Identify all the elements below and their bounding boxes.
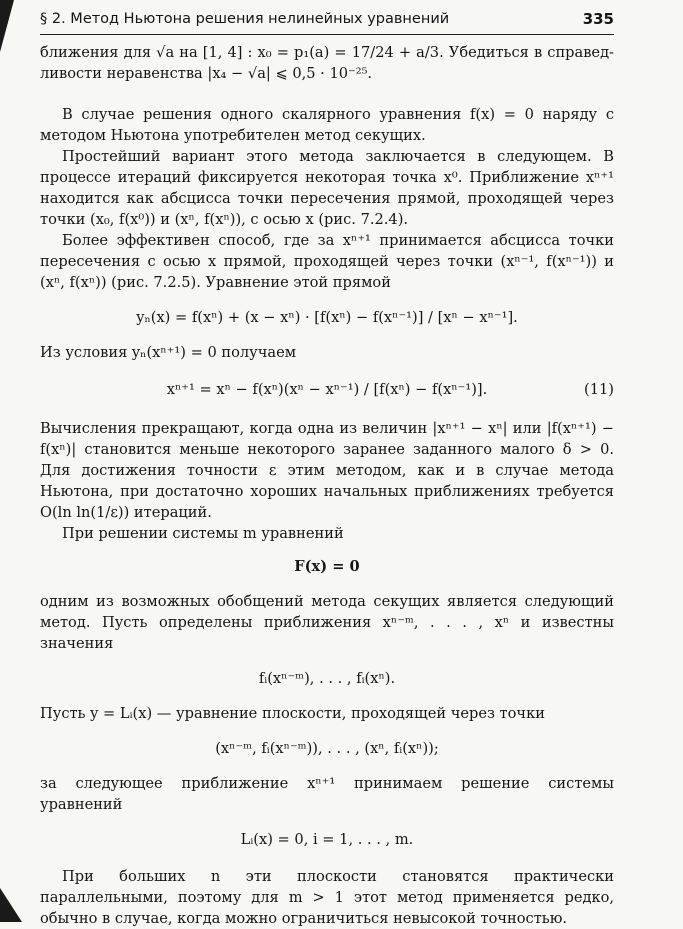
equation-linear-system: Lᵢ(x) = 0, i = 1, . . . , m.: [240, 831, 414, 848]
paragraph-efficient-method: Более эффективен способ, где за xⁿ⁺¹ принимается абсцисса точки пересечения с осью x прямой, проходящей через точки (xⁿ⁻¹, f(xⁿ⁻¹)) и (xⁿ, f(xⁿ)) (рис. 7.2.5). Уравнение этой прямой: [40, 232, 614, 291]
equation-number: (11): [584, 381, 614, 398]
equation-11-body: xⁿ⁺¹ = xⁿ − f(xⁿ)(xⁿ − xⁿ⁻¹) / [f(xⁿ) − f(xⁿ⁻¹)].: [166, 381, 488, 398]
paragraph-simple-variant: Простейший вариант этого метода заключается в следующем. В процессе итераций фиксируется некоторая точка x⁰. Приближение xⁿ⁺¹ находится как абсцисса точки пересечения прямой, проходящей через точки (x₀, f(x⁰)) и (xⁿ, f(xⁿ)), с осью x (рис. 7.2.4).: [40, 148, 614, 228]
paragraph-stopping: Вычисления прекращают, когда одна из величин |xⁿ⁺¹ − xⁿ| или |f(xⁿ⁺¹) − f(xⁿ)| становится меньше некоторого заранее заданного малого δ > 0. Для достижения точности ε этим методом, как и в случае метода Ньютона, при достаточно хороших начальных приближениях требуется O(ln ln(1/ε)) итераций.: [40, 420, 614, 521]
paragraph-next-approx: за следующее приближение xⁿ⁺¹ принимаем решение системы уравнений: [40, 775, 614, 813]
paragraph-secant-intro: В случае решения одного скалярного уравнения f(x) = 0 наряду с методом Ньютона употребителен метод секущих.: [40, 106, 614, 144]
scan-corner-shadow-top: [0, 0, 14, 52]
paragraph-systems: При решении системы m уравнений: [62, 525, 344, 542]
page-number: 335: [582, 10, 614, 28]
scan-corner-shadow-bottom: [0, 888, 22, 922]
paragraph-plane: Пусть y = Lᵢ(x) — уравнение плоскости, проходящей через точки: [40, 705, 545, 722]
paragraph-condition: Из условия yₙ(xⁿ⁺¹) = 0 получаем: [40, 344, 297, 361]
paragraph-conclusion: При больших n эти плоскости становятся практически параллельными, поэтому для m > 1 этот метод применяется редко, обычно в случае, когда можно ограничиться невысокой точностью.: [40, 868, 614, 927]
paragraph-generalization: одним из возможных обобщений метода секущих является следующий метод. Пусть определены приближения xⁿ⁻ᵐ, . . . , xⁿ и известны значения: [40, 593, 614, 652]
exercise-line-1: ближения для √a на [1, 4] : x₀ = p₁(a) = 17/24 + a/3. Убедиться в справед-: [40, 44, 614, 61]
equation-values: fᵢ(xⁿ⁻ᵐ), . . . , fᵢ(xⁿ).: [258, 670, 396, 687]
equation-line: yₙ(x) = f(xⁿ) + (x − xⁿ) · [f(xⁿ) − f(xⁿ⁻¹)] / [xⁿ − xⁿ⁻¹].: [136, 309, 518, 326]
book-page: [40, 9, 614, 929]
equation-points: (xⁿ⁻ᵐ, fᵢ(xⁿ⁻ᵐ)), . . . , (xⁿ, fᵢ(xⁿ));: [215, 740, 439, 757]
exercise-line-2: ливости неравенства |x₄ − √a| ⩽ 0,5 · 10⁻²⁵.: [40, 65, 373, 82]
running-header: [40, 9, 614, 31]
section-title: § 2. Метод Ньютона решения нелинейных уравнений: [40, 11, 450, 27]
equation-11: [40, 379, 614, 400]
equation-system: F(x) = 0: [294, 558, 360, 575]
